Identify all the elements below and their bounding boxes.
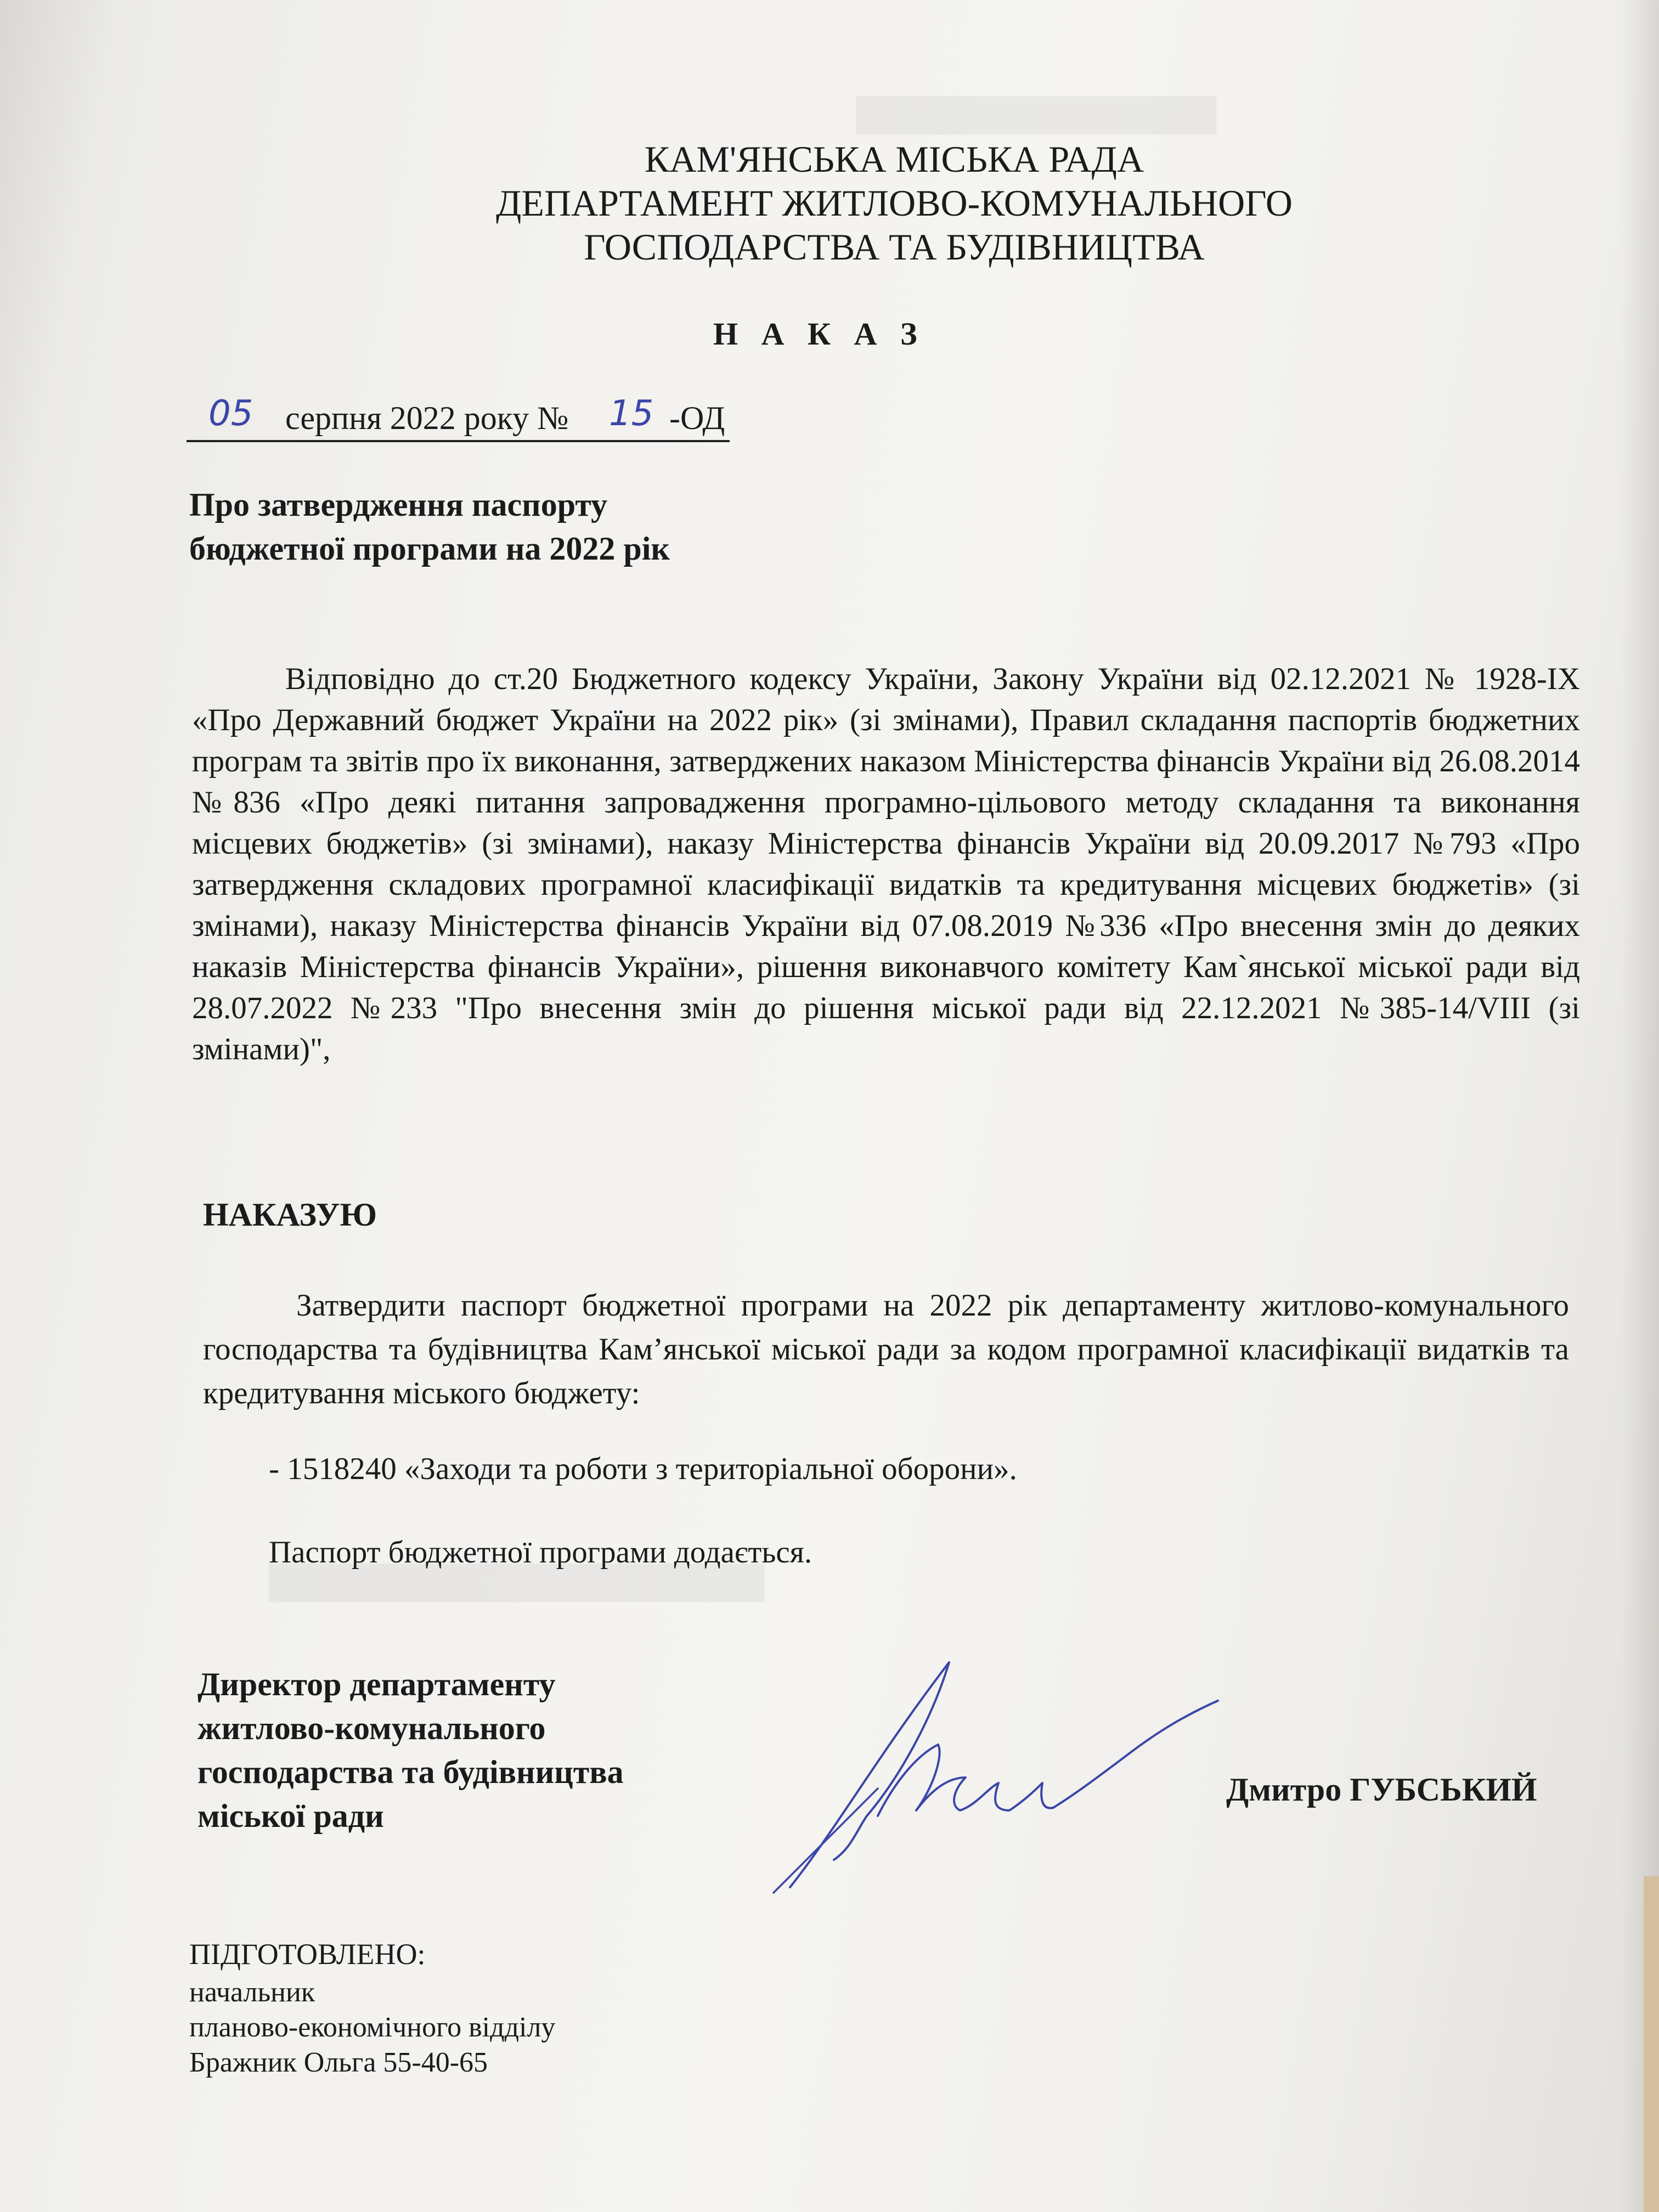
bleed-through-text: ████████████████ [856,97,1217,132]
director-title-line: господарства та будівництва [198,1754,624,1790]
bleed-through-text: ██████████████████████ [269,1564,765,1600]
order-heading: НАКАЗУЮ [203,1197,377,1233]
table-edge [1644,1876,1659,2212]
document-subject [189,483,670,571]
director-title-line: Директор департаменту [198,1666,556,1702]
header-line: ДЕПАРТАМЕНТ ЖИТЛОВО-КОМУНАЛЬНОГО [496,182,1293,224]
prepared-by-block [189,1937,555,2080]
preamble-paragraph: Відповідно до ст.20 Бюджетного кодексу України, Закону України від 02.12.2021 № 1928-IX «Про Державний бюджет України на 2022 рік» (зі змінами), Правил складання паспортів бюджетних програм та звітів про їх виконання, затверджених наказом Міністерства фінансів України від 26.08.2014 №836 «Про деякі питання запровадження програмно-цільового методу складання та виконання місцевих бюджетів» (зі змінами), наказу Міністерства фінансів України від 20.09.2017 №793 «Про затвердження складових програмної класифікації видатків та кредитування місцевих бюджетів» (зі змінами), наказу Міністерства фінансів України від 07.08.2019 №336 «Про внесення змін до деяких наказів Міністерства фінансів України», рішення виконавчого комітету Кам`янської міської ради від 28.07.2022 №233 "Про внесення змін до рішення міської ради від 22.12.2021 №385-14/VIII (зі змінами)", [192,662,1580,1066]
director-title-line: житлово-комунального [198,1710,546,1746]
number-suffix: -ОД [669,400,725,436]
header-line: КАМ'ЯНСЬКА МІСЬКА РАДА [644,138,1144,180]
program-item: - 1518240 «Заходи та роботи з територіальної оборони». [269,1452,1017,1486]
handwritten-day: 05 [208,393,253,434]
prepared-line: Бражник Ольга 55-40-65 [189,2047,488,2078]
handwritten-signature [768,1651,1240,1904]
document-header [329,137,1459,269]
date-text: серпня 2022 року № [285,400,569,436]
subject-line: бюджетної програми на 2022 рік [189,531,670,567]
header-line: ГОСПОДАРСТВА ТА БУДІВНИЦТВА [584,226,1205,268]
subject-line: Про затвердження паспорту [189,487,608,523]
director-title-line: міської ради [198,1798,384,1834]
prepared-heading: ПІДГОТОВЛЕНО: [189,1938,426,1971]
prepared-line: начальник [189,1977,315,2008]
handwritten-number: 15 [609,393,654,434]
director-title [198,1662,624,1838]
director-name: Дмитро ГУБСЬКИЙ [1226,1771,1537,1808]
document-type-title: Н А К А З [713,316,925,352]
prepared-line: планово-економічного відділу [189,2012,556,2043]
date-number-line [187,393,730,442]
attached-note: Паспорт бюджетної програми додається. [269,1535,812,1570]
approve-paragraph: Затвердити паспорт бюджетної програми на 2022 рік департаменту житлово-комунального господарства та будівництва Кам’янської міської ради за кодом програмної класифікації видатків та кредитування міського бюджету: [203,1288,1569,1410]
